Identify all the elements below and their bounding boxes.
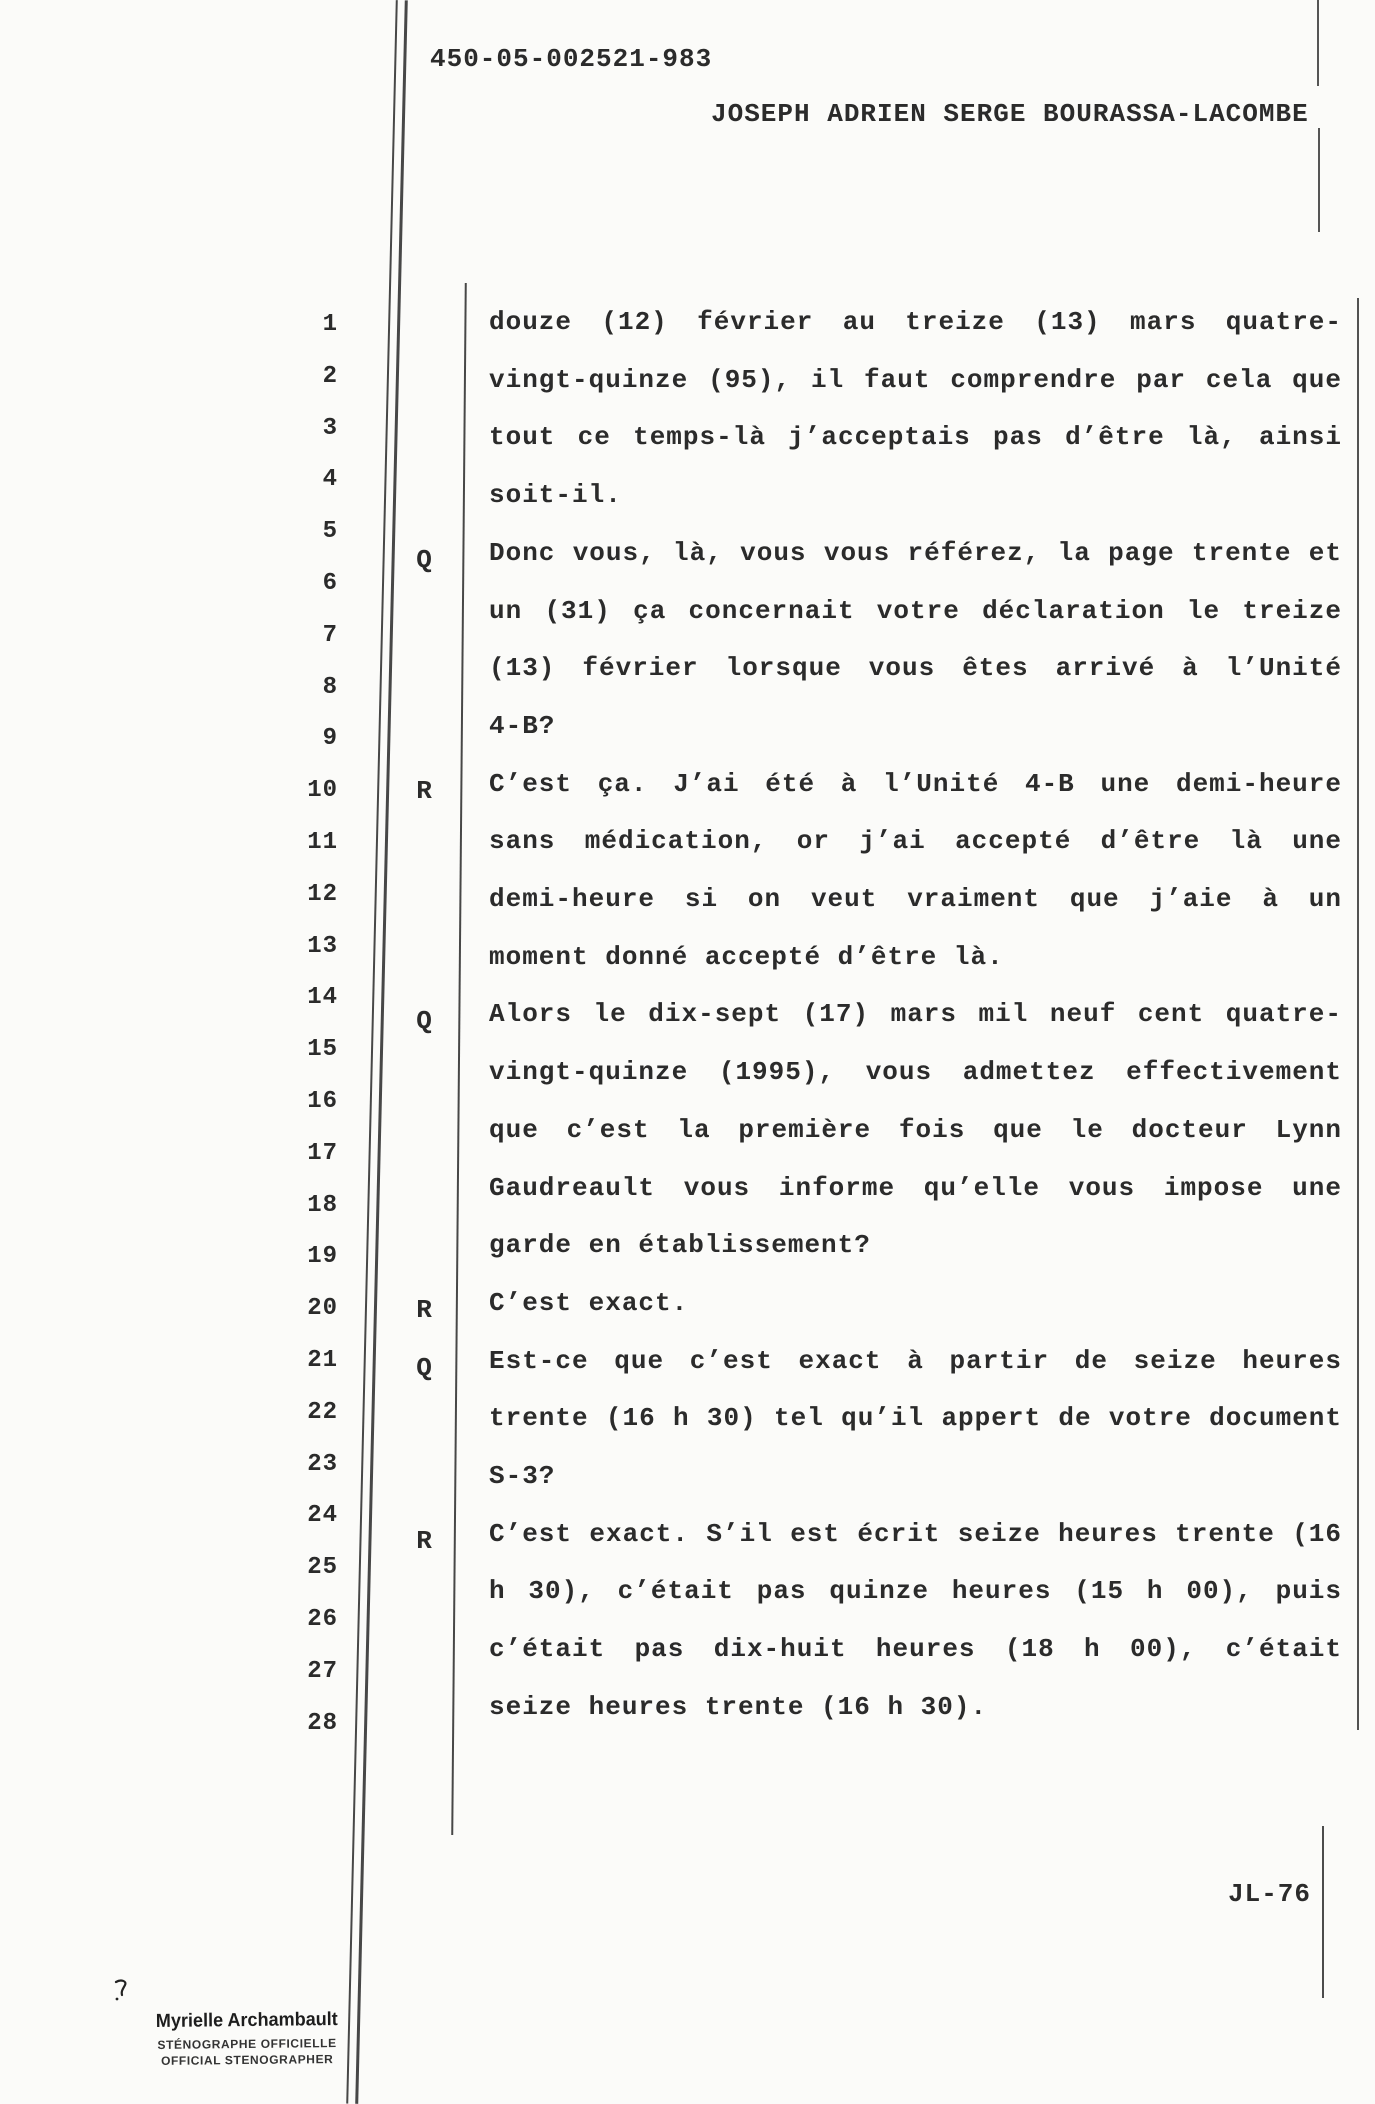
transcript-line: 4-B? xyxy=(489,710,556,741)
stenographer-name: Myrielle Archambault xyxy=(155,2009,338,2032)
transcript-line: que c’est la première fois que le docteur Lynn xyxy=(489,1114,1342,1145)
stenographer-title-fr: STÉNOGRAPHE OFFICIELLE xyxy=(157,2036,337,2052)
line-number: 22 xyxy=(307,1398,338,1426)
stenographer-stamp xyxy=(128,2009,367,2068)
transcript-line: tout ce temps-là j’acceptais pas d’être là, ainsi xyxy=(489,422,1342,453)
line-number: 18 xyxy=(307,1191,338,1219)
stray-pen-mark xyxy=(113,1979,131,2008)
stenographer-title-en: OFFICIAL STENOGRAPHER xyxy=(160,2052,334,2068)
line-number: 9 xyxy=(322,725,338,753)
line-number: 7 xyxy=(322,621,338,649)
line-number: 10 xyxy=(307,777,338,805)
transcript-line: Donc vous, là, vous vous référez, la page trente et xyxy=(489,537,1342,568)
margin-rule-left xyxy=(346,0,398,2103)
transcript-line: C’est exact. xyxy=(489,1287,689,1318)
line-number: 26 xyxy=(307,1606,338,1633)
transcript-line: S-3? xyxy=(489,1461,556,1491)
line-number: 1 xyxy=(322,311,338,338)
transcript-line: vingt-quinze (1995), vous admettez effectivement xyxy=(489,1057,1342,1088)
line-number: 19 xyxy=(307,1243,338,1271)
line-number: 8 xyxy=(322,673,338,701)
line-number: 4 xyxy=(322,466,338,494)
line-number: 6 xyxy=(322,570,338,597)
page-edge-line-bottom xyxy=(1322,1826,1324,1998)
speaker-marker-q: Q xyxy=(416,544,432,575)
line-number: 13 xyxy=(307,932,338,960)
speaker-marker-q: Q xyxy=(416,1006,432,1037)
line-number: 5 xyxy=(322,518,338,546)
line-number: 16 xyxy=(307,1088,338,1115)
line-number: 24 xyxy=(307,1502,338,1530)
page-edge-line-top-lower xyxy=(1318,128,1320,232)
transcript-line: demi-heure si on veut vraiment que j’aie à un xyxy=(489,884,1342,914)
transcript-line: Est-ce que c’est exact à partir de seize heures xyxy=(489,1345,1342,1376)
margin-rule-right xyxy=(355,0,408,2103)
transcript-line: trente (16 h 30) tel qu’il appert de votre document xyxy=(489,1403,1342,1434)
text-block-left-border xyxy=(451,283,467,1835)
speaker-marker-q: Q xyxy=(416,1352,432,1383)
speaker-marker-r: R xyxy=(416,1525,432,1556)
line-number: 2 xyxy=(322,362,338,390)
transcript-line: un (31) ça concernait votre déclaration le treize xyxy=(489,595,1342,626)
transcript-line: c’était pas dix-huit heures (18 h 00), c’était xyxy=(489,1634,1342,1665)
transcript-line: seize heures trente (16 h 30). xyxy=(489,1691,988,1722)
transcript-line: soit-il. xyxy=(489,480,622,511)
line-number: 28 xyxy=(307,1709,338,1737)
transcript-line: moment donné accepté d’être là. xyxy=(489,941,1004,972)
transcript-line: sans médication, or j’ai accepté d’être là une xyxy=(489,826,1342,857)
transcript-line: Gaudreault vous informe qu’elle vous impose une xyxy=(489,1172,1342,1203)
speaker-marker-r: R xyxy=(416,775,432,806)
margin-double-rule xyxy=(346,0,410,2104)
line-number: 25 xyxy=(307,1554,338,1582)
line-number: 11 xyxy=(307,829,338,856)
deponent-name: JOSEPH ADRIEN SERGE BOURASSA-LACOMBE xyxy=(711,99,1309,129)
transcript-line: C’est exact. S’il est écrit seize heures trente (16 xyxy=(489,1518,1342,1549)
line-number: 21 xyxy=(307,1347,338,1374)
transcript-line: douze (12) février au treize (13) mars quatre- xyxy=(489,307,1342,337)
line-number: 27 xyxy=(307,1657,338,1685)
line-number: 3 xyxy=(322,414,338,442)
line-number: 15 xyxy=(307,1036,338,1064)
page-edge-line-top-upper xyxy=(1317,0,1319,86)
speaker-marker-r: R xyxy=(416,1294,432,1325)
transcript-line: vingt-quinze (95), il faut comprendre par cela que xyxy=(489,364,1342,395)
line-number: 12 xyxy=(307,880,338,908)
text-block-right-border xyxy=(1357,298,1359,1730)
page-code: JL-76 xyxy=(1228,1879,1312,1909)
line-number: 23 xyxy=(307,1450,338,1478)
case-number: 450-05-002521-983 xyxy=(430,44,713,74)
line-number: 20 xyxy=(307,1295,338,1323)
line-number: 14 xyxy=(307,984,338,1012)
transcript-line: Alors le dix-sept (17) mars mil neuf cent quatre- xyxy=(489,999,1342,1030)
transcript-line: garde en établissement? xyxy=(489,1230,871,1261)
line-number: 17 xyxy=(307,1139,338,1167)
transcript-line: C’est ça. J’ai été à l’Unité 4-B une demi-heure xyxy=(489,768,1342,799)
transcript-line: (13) février lorsque vous êtes arrivé à l’Unité xyxy=(489,653,1342,684)
transcript-line: h 30), c’était pas quinze heures (15 h 00), puis xyxy=(489,1576,1342,1607)
